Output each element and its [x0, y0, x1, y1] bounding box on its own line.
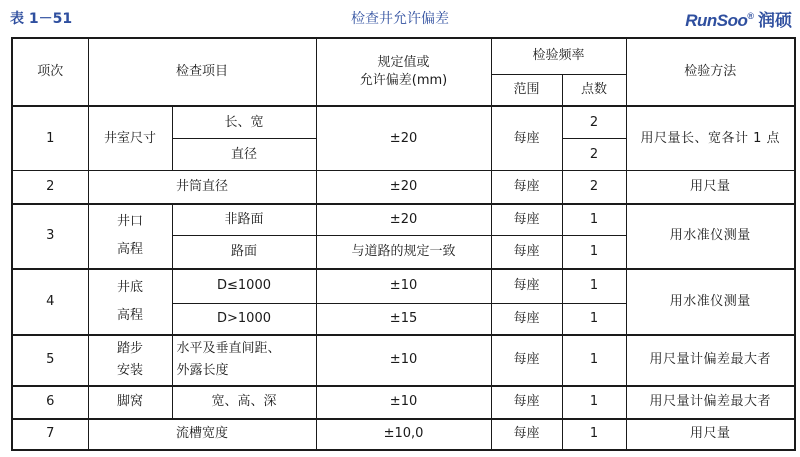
header-frequency: 检验频率: [491, 38, 626, 74]
row-range: 每座: [491, 106, 562, 170]
row-method: 用水准仪测量: [626, 204, 795, 269]
row-no: 6: [12, 386, 88, 419]
row-method: 用尺量: [626, 171, 795, 204]
row-item: [88, 335, 172, 385]
header-points: 点数: [562, 74, 626, 106]
row-item-line1: 踏步: [116, 341, 143, 357]
table-row: [12, 171, 795, 204]
row-item: 脚窝: [88, 386, 172, 419]
row-points: 1: [562, 303, 626, 335]
row-item-line1: 井口: [116, 214, 143, 230]
row-sub-item: 非路面: [172, 204, 316, 236]
row-points: 2: [562, 106, 626, 138]
row-sub-item: 路面: [172, 236, 316, 269]
row-sub-item: D>1000: [172, 303, 316, 335]
row-points: 1: [562, 236, 626, 269]
row-range: 每座: [491, 236, 562, 269]
row-points: 1: [562, 335, 626, 385]
row-points: 1: [562, 386, 626, 419]
row-no: 2: [12, 171, 88, 204]
header-row: [12, 38, 795, 74]
row-method: 用尺量计偏差最大者: [626, 335, 795, 385]
header-method: 检验方法: [626, 38, 795, 106]
row-sub-item-line2: 外露长度: [176, 363, 229, 379]
table-number: 表 1－51: [10, 11, 73, 27]
brand-logo-en: RunSoo: [685, 11, 748, 30]
header-range: 范围: [491, 74, 562, 106]
row-no: 3: [12, 204, 88, 269]
row-tolerance: ±10: [316, 269, 491, 303]
row-points: 2: [562, 138, 626, 170]
row-tolerance: ±20: [316, 204, 491, 236]
table-row: [12, 106, 795, 138]
row-no: 7: [12, 419, 88, 450]
table-row: [12, 269, 795, 303]
header-tolerance: [316, 38, 491, 106]
row-item: [88, 269, 172, 335]
table-row: [12, 204, 795, 236]
row-range: 每座: [491, 171, 562, 204]
row-method: 用尺量: [626, 419, 795, 450]
row-range: 每座: [491, 204, 562, 236]
row-method: 用水准仪测量: [626, 269, 795, 335]
row-tolerance: ±15: [316, 303, 491, 335]
row-item: 流槽宽度: [88, 419, 316, 450]
row-sub-item: 直径: [172, 138, 316, 170]
row-range: 每座: [491, 335, 562, 385]
row-sub-item-line1: 水平及垂直间距、: [176, 341, 281, 357]
row-method: 用尺量计偏差最大者: [626, 386, 795, 419]
row-tolerance: ±10,0: [316, 419, 491, 450]
row-sub-item: [172, 335, 316, 385]
table-title: 检查井允许偏差: [351, 11, 449, 27]
row-item: [88, 204, 172, 269]
tolerance-table: [11, 37, 796, 451]
row-item-line1: 井底: [116, 280, 143, 296]
table-row: [12, 335, 795, 385]
row-points: 1: [562, 204, 626, 236]
row-range: 每座: [491, 419, 562, 450]
table-row: [12, 419, 795, 450]
table-row: [12, 386, 795, 419]
row-range: 每座: [491, 269, 562, 303]
row-no: 4: [12, 269, 88, 335]
header-item: 检查项目: [88, 38, 316, 106]
row-item-line2: 安装: [116, 363, 143, 379]
brand-logo: [685, 6, 792, 31]
header-tolerance-line2: 允许偏差(mm): [359, 73, 448, 89]
row-range: 每座: [491, 386, 562, 419]
row-item-line2: 高程: [116, 242, 143, 258]
row-points: 1: [562, 419, 626, 450]
row-sub-item: D≤1000: [172, 269, 316, 303]
row-sub-item: 宽、高、深: [172, 386, 316, 419]
row-range: 每座: [491, 303, 562, 335]
row-tolerance: ±20: [316, 106, 491, 170]
row-item-line2: 高程: [116, 308, 143, 324]
row-tolerance: 与道路的规定一致: [316, 236, 491, 269]
row-points: 1: [562, 269, 626, 303]
brand-logo-mark: ®: [747, 11, 754, 22]
row-no: 5: [12, 335, 88, 385]
row-item: 井筒直径: [88, 171, 316, 204]
row-no: 1: [12, 106, 88, 170]
header-no: 项次: [12, 38, 88, 106]
brand-logo-cn: 润硕: [758, 11, 792, 30]
header-tolerance-line1: 规定值或: [377, 55, 430, 71]
row-item: 井室尺寸: [88, 106, 172, 170]
row-tolerance: ±10: [316, 335, 491, 385]
row-tolerance: ±10: [316, 386, 491, 419]
row-points: 2: [562, 171, 626, 204]
row-method: 用尺量长、宽各计 1 点: [626, 106, 795, 170]
row-tolerance: ±20: [316, 171, 491, 204]
row-sub-item: 长、宽: [172, 106, 316, 138]
